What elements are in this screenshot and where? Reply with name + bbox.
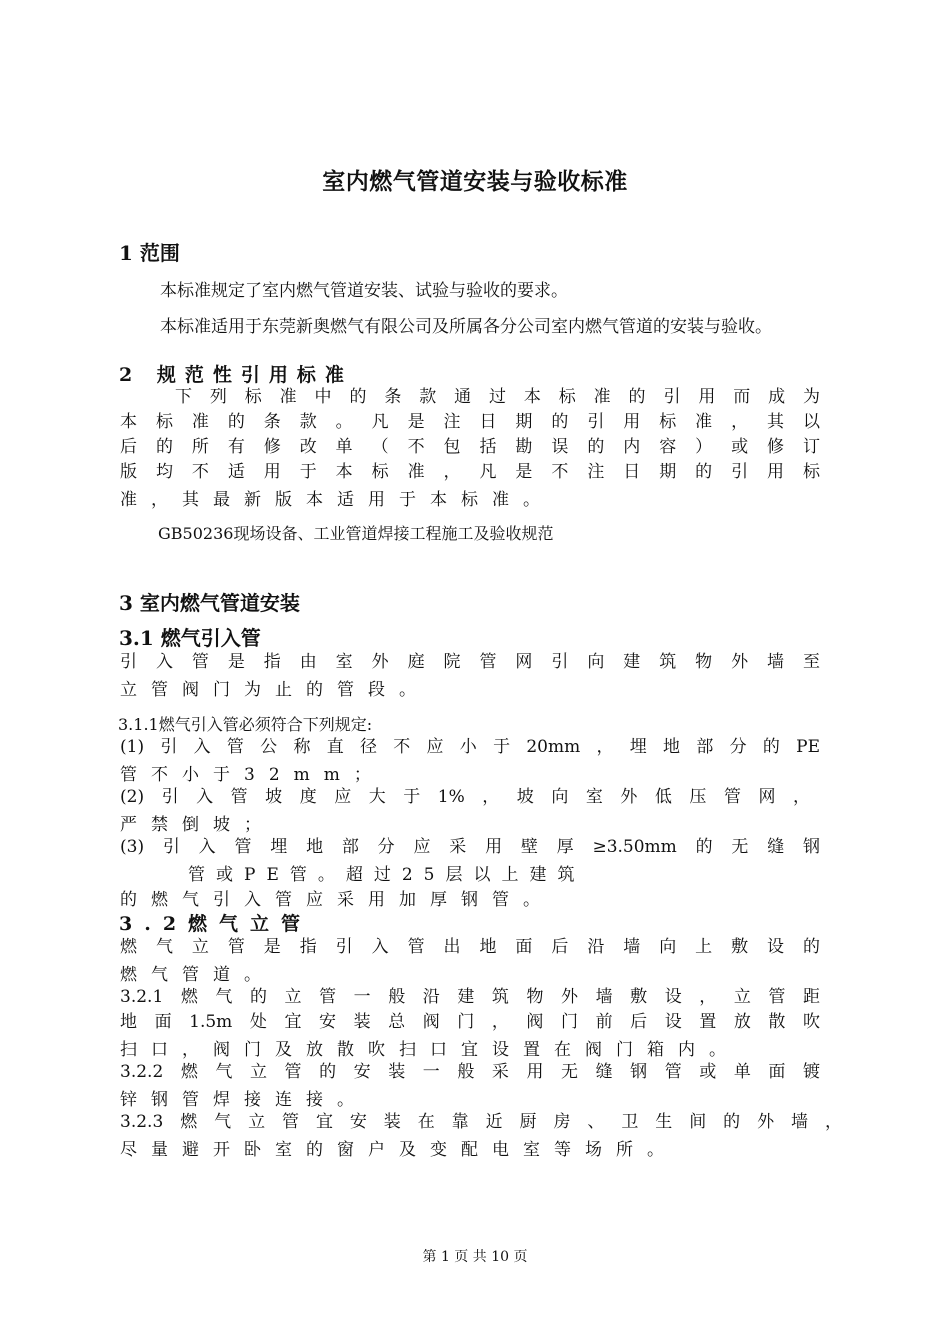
section-3-2-line-2: 燃气管道。 xyxy=(120,965,275,985)
rule-item-3a: (3)引入管埋地部分应采用壁厚≥3.50mm的无缝钢 xyxy=(120,837,820,857)
section-3-heading: 3 室内燃气管道安装 xyxy=(119,591,300,615)
section-2-line-3: 后的所有修改单（不包括勘误的内容）或修订 xyxy=(120,437,820,457)
section-3-2-line-7: 锌钢管焊接连接。 xyxy=(120,1090,368,1110)
document-title: 室内燃气管道安装与验收标准 xyxy=(322,168,628,195)
section-3-1-line-2: 立管阀门为止的管段。 xyxy=(120,680,430,700)
section-1-paragraph-2: 本标准适用于东莞新奥燃气有限公司及所属各分公司室内燃气管道的安装与验收。 xyxy=(160,317,772,337)
section-2-heading: 2 规范性引用标准 xyxy=(119,364,353,386)
section-2-line-2: 本标准的条款。凡是注日期的引用标准，其以 xyxy=(120,412,820,432)
rule-item-3b: 管或PE管。超过25层以上建筑 xyxy=(188,865,586,885)
section-2-line-5: 准，其最新版本适用于本标准。 xyxy=(120,490,554,510)
rule-3-1-1: 3.1.1燃气引入管必须符合下列规定: xyxy=(118,715,373,734)
section-3-2-line-4: 地面1.5m处宜安装总阀门，阀门前后设置放散吹 xyxy=(120,1012,820,1032)
section-3-2-line-1: 燃气立管是指引入管出地面后沿墙向上敷设的 xyxy=(120,937,820,957)
section-3-2-line-9: 尽量避开卧室的窗户及变配电室等场所。 xyxy=(120,1140,678,1160)
section-2-reference: GB50236现场设备、工业管道焊接工程施工及验收规范 xyxy=(158,524,554,543)
section-3-2-line-3: 3.2.1燃气的立管一般沿建筑物外墙敷设，立管距 xyxy=(120,987,820,1007)
section-3-2-line-5: 扫口，阀门及放散吹扫口宜设置在阀门箱内。 xyxy=(120,1040,740,1060)
section-3-2-line-8: 3.2.3燃气立管宜安装在靠近厨房、卫生间的外墙， xyxy=(120,1112,842,1132)
page-footer: 第 1 页 共 10 页 xyxy=(422,1249,528,1265)
rule-item-2a: (2)引入管坡度应大于1%，坡向室外低压管网， xyxy=(120,787,810,807)
rule-item-1a: (1)引入管公称直径不应小于20mm，埋地部分的PE xyxy=(120,737,820,757)
section-3-1-line-1: 引入管是指由室外庭院管网引向建筑物外墙至 xyxy=(120,652,820,672)
section-3-2-heading: 3.2燃气立管 xyxy=(119,913,313,935)
rule-item-1b: 管不小于32mm； xyxy=(120,765,385,785)
rule-item-2b: 严禁倒坡； xyxy=(120,815,275,835)
section-1-paragraph-1: 本标准规定了室内燃气管道安装、试验与验收的要求。 xyxy=(160,281,568,301)
section-3-1-heading: 3.1 燃气引入管 xyxy=(119,626,261,650)
section-3-2-line-6: 3.2.2燃气立管的安装一般采用无缝钢管或单面镀 xyxy=(120,1062,820,1082)
section-1-heading: 1 范围 xyxy=(119,241,180,265)
rule-item-3c: 的燃气引入管应采用加厚钢管。 xyxy=(120,890,554,910)
section-2-line-1: 下列标准中的条款通过本标准的引用而成为 xyxy=(175,387,820,407)
section-2-line-4: 版均不适用于本标准，凡是不注日期的引用标 xyxy=(120,462,820,482)
